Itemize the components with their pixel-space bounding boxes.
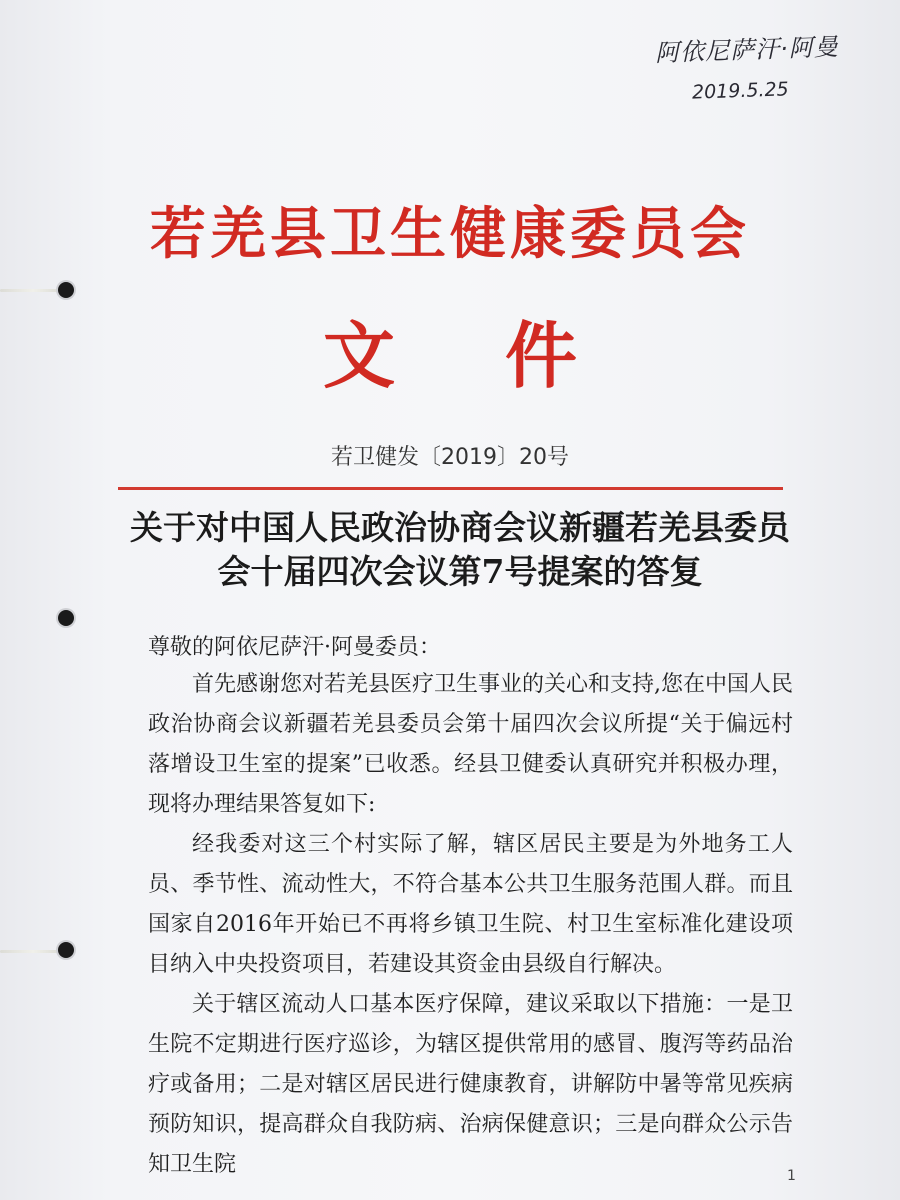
handwritten-note: 阿依尼萨汗·阿曼 [654,32,840,68]
handwritten-date: 2019.5.25 [691,78,790,104]
document-number: 若卫健发〔2019〕20号 [331,445,569,470]
binding-string [0,289,66,292]
document-type-header: 文件 [322,313,687,398]
binding-hole [58,942,74,958]
document-title: 关于对中国人民政治协商会议新疆若羌县委员会十届四次会议第7号提案的答复 [130,508,790,591]
document-body [148,665,793,1185]
body-paragraph: 经我委对这三个村实际了解，辖区居民主要是为外地务工人员、季节性、流动性大，不符合基本公共卫生服务范围人群。而且国家自2016年开始已不再将乡镇卫生院、村卫生室标准化建设项目纳入中央投资项目，若建设其资金由县级自行解决。 [148,832,793,977]
binding-string [0,950,66,953]
binding-hole [58,610,74,626]
body-paragraph: 关于辖区流动人口基本医疗保障，建议采取以下措施：一是卫生院不定期进行医疗巡诊，为辖区提供常用的感冒、腹泻等药品治疗或备用；二是对辖区居民进行健康教育，讲解防中暑等常见疾病预防知识，提高群众自我防病、治病保健意识；三是向群众公示告知卫生院 [148,992,793,1177]
page-number: 1 [787,1168,796,1184]
body-paragraph: 首先感谢您对若羌县医疗卫生事业的关心和支持,您在中国人民政治协商会议新疆若羌县委员会第十届四次会议所提“关于偏远村落增设卫生室的提案”已收悉。经县卫健委认真研究并积极办理，现将办理结果答复如下: [148,672,793,817]
salutation: 尊敬的阿依尼萨汗·阿曼委员： [148,635,441,660]
red-divider-line [118,487,783,490]
agency-header: 若羌县卫生健康委员会 [150,201,750,267]
binding-hole [58,282,74,298]
